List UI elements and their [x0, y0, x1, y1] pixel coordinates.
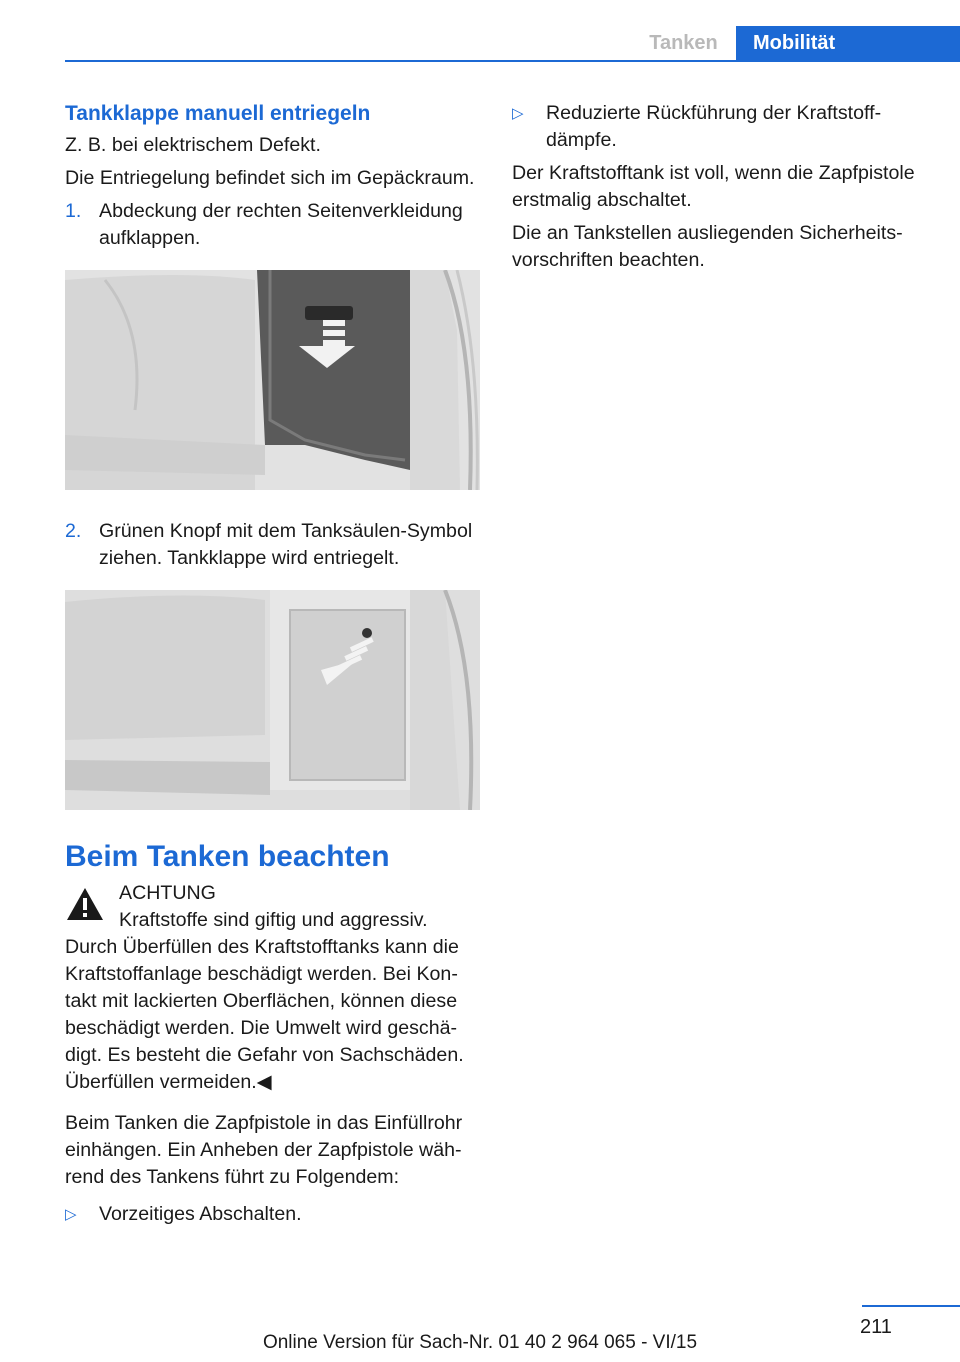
warning-body: Durch Überfüllen des Kraftstofftanks kann die Kraftstoffanlage beschädigt werden. Bei Kontakt mit lackierten Oberflächen, können diese beschädigt werden. Die Umwelt wird geschädigt. Es besteht die Gefahr von Sachschäden. Überfüllen vermeiden.◀ [65, 936, 464, 1093]
step-text: Grünen Knopf mit dem Tanksäulen-Symbol ziehen. Tankklappe wird entriegelt. [99, 520, 473, 569]
paragraph: Z. B. bei elektrischem Defekt. [65, 134, 321, 156]
bullet-item [512, 100, 930, 154]
section-title: Beim Tanken beachten [65, 840, 390, 873]
step-text: Abdeckung der rechten Seitenverkleidung aufklappen. [99, 200, 463, 249]
header-tab-mobilitaet[interactable]: Mobilität [736, 26, 960, 62]
bullet-text: Reduzierte Rückführung der Kraftstoffdämpfe. [546, 102, 882, 151]
step-2 [65, 518, 480, 572]
header-tab-tanken[interactable]: Tanken [649, 32, 718, 54]
footer-online-version: Online Version für Sach-Nr. 01 40 2 964 065 - VI/15 [262, 1332, 698, 1353]
paragraph: Die an Tankstellen ausliegenden Sicherheitsvorschriften beachten. [512, 222, 903, 271]
warning-first-line: Kraftstoffe sind giftig und aggressiv. [119, 909, 428, 931]
trunk-panel-illustration [65, 270, 480, 490]
footer-rule [862, 1305, 960, 1307]
paragraph: Beim Tanken die Zapfpistole in das Einfüllrohr einhängen. Ein Anheben der Zapfpistole während des Tankens führt zu Folgendem: [65, 1112, 463, 1188]
warning-label: ACHTUNG [119, 882, 216, 904]
step-1 [65, 198, 480, 252]
bullet-item [65, 1201, 480, 1228]
paragraph: Der Kraftstofftank ist voll, wenn die Zapfpistole erstmalig abschaltet. [512, 162, 915, 211]
page-number: 211 [860, 1316, 892, 1338]
bullet-triangle-icon: ▷ [512, 105, 524, 122]
step-number: 1. [65, 200, 82, 222]
step-number: 2. [65, 520, 82, 542]
subsection-title: Tankklappe manuell entriegeln [65, 102, 371, 125]
left-column [65, 100, 480, 1234]
paragraph: Die Entriegelung befindet sich im Gepäckraum. [65, 167, 475, 189]
warning-icon [65, 886, 105, 922]
warning-block [65, 880, 480, 934]
header-rule [65, 60, 960, 62]
bullet-text: Vorzeitiges Abschalten. [99, 1203, 302, 1225]
bullet-triangle-icon: ▷ [65, 1206, 77, 1223]
right-column [512, 100, 930, 280]
fuel-flap-release-illustration [65, 590, 480, 810]
